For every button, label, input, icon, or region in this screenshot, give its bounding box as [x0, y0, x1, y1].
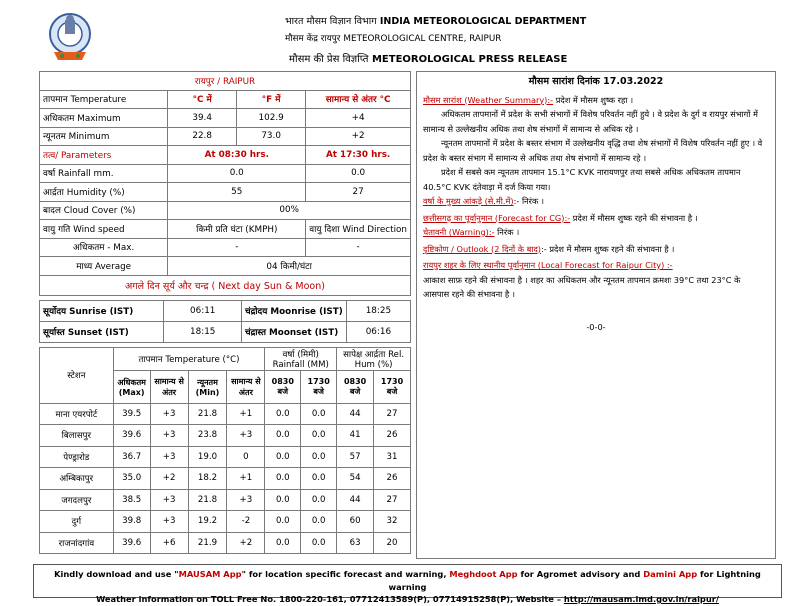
weather-summary-text: प्रदेश में मौसम शुष्क रहा ।	[553, 94, 634, 105]
warning	[423, 225, 769, 240]
station-value: 27	[374, 403, 411, 425]
station-name: जगदलपुर	[40, 489, 114, 511]
outlook-text: :- प्रदेश में मौसम शुष्क रहने की संभावना है ।	[541, 243, 675, 254]
city-forecast-text: आकाश साफ़ रहने की संभावना है । शहर का अधिकतम और न्यूनतम तापमान क्रमशः 39°C तथा 23°C के आसपास रहने की संभावना है ।	[423, 274, 741, 299]
rain-0830-header: 0830 बजे	[265, 370, 301, 403]
station-value: +6	[150, 532, 188, 554]
at-1730: At 17:30 hrs.	[306, 146, 411, 165]
weather-summary	[423, 93, 769, 108]
max-dep-header: सामान्य से अंतर	[150, 370, 188, 403]
sun-moon-table	[39, 300, 411, 343]
station-value: 0.0	[265, 446, 301, 468]
max-dep: +4	[306, 109, 411, 128]
station-value: +3	[150, 511, 188, 533]
wind-label: वायु गति Wind speed	[40, 220, 168, 239]
station-value: 44	[337, 489, 374, 511]
cloud-label: बादल Cloud Cover (%)	[40, 201, 168, 220]
website-link[interactable]: http://mausam.imd.gov.in/raipur/	[563, 594, 719, 604]
kmph-label: किमी प्रति घंटा (KMPH)	[168, 220, 306, 239]
station-value: 39.5	[113, 403, 150, 425]
station-value: 0.0	[301, 511, 337, 533]
min-c: 22.8	[168, 127, 237, 146]
station-value: 26	[374, 468, 411, 490]
forecast-cg	[423, 211, 769, 226]
sunrise-label: सूर्योदय Sunrise (IST)	[40, 300, 164, 321]
rainfall-header: वर्षा (मिमी) Rainfall (MM)	[265, 347, 337, 370]
station-value: 39.6	[113, 532, 150, 554]
moonset-value: 06:16	[346, 321, 410, 342]
station-name: पेण्ड्रारोड	[40, 446, 114, 468]
header-line-2: मौसम केंद्र रायपुर METEOROLOGICAL CENTRE, RAIPUR	[285, 34, 502, 44]
station-value: 21.8	[188, 489, 227, 511]
station-value: 63	[337, 532, 374, 554]
footer-text-a: Kindly download and use "	[54, 569, 179, 579]
humidity-1730: 27	[306, 183, 411, 202]
station-value: 19.2	[188, 511, 227, 533]
table-row	[40, 468, 411, 490]
station-name: माना एयरपोर्ट	[40, 403, 114, 425]
summary-extremes: प्रदेश में सबसे कम न्यूनतम तापमान 15.1°C KVK नारायणपुर तथा सबसे अधिक अधिकतम तापमान 40.5°C KVK दंतेवाड़ा में दर्ज किया गया।	[423, 167, 741, 192]
min-dep: +2	[306, 127, 411, 146]
rain-data	[423, 194, 769, 209]
summary-title: मौसम सारांश दिनांक 17.03.2022	[528, 76, 664, 87]
footer-text-g: for Lightning warning	[388, 569, 761, 592]
table-row	[40, 489, 411, 511]
station-value: 0.0	[265, 511, 301, 533]
header-line-3: मौसम की प्रेस विज्ञप्ति METEOROLOGICAL PRESS RELEASE	[289, 54, 568, 65]
imd-logo-icon	[46, 8, 94, 64]
station-value: 54	[337, 468, 374, 490]
station-value: +1	[227, 468, 265, 490]
header	[0, 0, 791, 68]
rain-1730-header: 1730 बजे	[301, 370, 337, 403]
station-value: 32	[374, 511, 411, 533]
wind-avg-label: माध्य Average	[40, 257, 168, 276]
station-value: +3	[150, 489, 188, 511]
sunset-label: सूर्यास्त Sunset (IST)	[40, 321, 164, 342]
deg-c-header: °C में	[168, 90, 237, 109]
station-value: 21.9	[188, 532, 227, 554]
station-value: 18.2	[188, 468, 227, 490]
humidity-label: आर्द्रता Humidity (%)	[40, 183, 168, 202]
table-row	[40, 532, 411, 554]
station-value: +1	[227, 403, 265, 425]
station-value: +3	[227, 425, 265, 447]
max-c: 39.4	[168, 109, 237, 128]
weather-summary-panel	[416, 71, 776, 559]
station-value: 0.0	[265, 489, 301, 511]
summary-max-temp: अधिकतम तापमानों में प्रदेश के सभी संभागों में विशेष परिवर्तन नहीं हुये । वे प्रदेश के दुर्ग व रायपुर संभागों में सामान्य से उल्लेखनीय अधिक तथा शेष संभागों में सामान्य से अधिक रहे ।	[423, 109, 758, 134]
left-panel	[39, 71, 411, 554]
moonrise-label: चंद्रोदय Moonrise (IST)	[241, 300, 346, 321]
table-row	[40, 446, 411, 468]
table-row	[40, 403, 411, 425]
station-name: राजनांदगांव	[40, 532, 114, 554]
station-header: स्टेशन	[40, 347, 114, 403]
station-value: 0.0	[301, 446, 337, 468]
station-name: अम्बिकापुर	[40, 468, 114, 490]
wind-max-value: -	[168, 238, 306, 257]
rain-data-label: वर्षा के मुख्य आंकड़े (से.मी.में)	[423, 196, 514, 206]
rain-0830: 0.0	[168, 164, 306, 183]
station-value: 0.0	[301, 489, 337, 511]
station-value: +2	[227, 532, 265, 554]
station-name: दुर्ग	[40, 511, 114, 533]
warning-text: निरंक ।	[494, 227, 520, 237]
station-value: 21.8	[188, 403, 227, 425]
sun-moon-title: अगले दिन सूर्य और चन्द्र ( Next day Sun & Moon)	[40, 275, 411, 295]
station-value: +3	[150, 446, 188, 468]
cloud-value: 00%	[168, 201, 411, 220]
station-value: 0	[227, 446, 265, 468]
max-label: अधिकतम Maximum	[40, 109, 168, 128]
outlook-label: दृष्टिकोण / Outlook (2 दिनों के बाद)	[423, 243, 541, 254]
station-value: 0.0	[301, 468, 337, 490]
station-value: 57	[337, 446, 374, 468]
table-row	[40, 425, 411, 447]
station-value: 38.5	[113, 489, 150, 511]
temp-header: तापमान Temperature (°C)	[113, 347, 265, 370]
deg-f-header: °F में	[237, 90, 306, 109]
station-value: 19.0	[188, 446, 227, 468]
sunrise-value: 06:11	[164, 300, 242, 321]
rain-1730: 0.0	[306, 164, 411, 183]
station-value: 35.0	[113, 468, 150, 490]
station-value: 0.0	[265, 532, 301, 554]
footer-text-e: for Agromet advisory and	[517, 569, 644, 579]
footer-contact: Weather information on TOLL Free No. 1800-220-161, 07712413589(P), 07714915258(P), Website –	[96, 594, 564, 604]
station-value: 0.0	[265, 403, 301, 425]
weather-summary-label: मौसम सारांश (Weather Summary):-	[423, 94, 554, 105]
header-line-1: भारत मौसम विज्ञान विभाग INDIA METEOROLOGICAL DEPARTMENT	[285, 16, 587, 27]
humidity-0830: 55	[168, 183, 306, 202]
summary-min-temp: न्यूनतम तापमानों में प्रदेश के बस्तर संभाग में उल्लेखनीय वृद्धि तथा शेष संभागों में विशेष परिवर्तन नहीं हुए । वे प्रदेश के बस्तर संभाग में सामान्य से अधिक तथा शेष संभागों में सामान्य रहे ।	[423, 138, 763, 163]
station-value: +3	[227, 489, 265, 511]
station-value: 39.6	[113, 425, 150, 447]
rain-data-text: :- निरंक ।	[513, 196, 544, 206]
station-value: +3	[150, 425, 188, 447]
end-marker: -0-0-	[586, 321, 606, 332]
sunset-value: 18:15	[164, 321, 242, 342]
humidity-header: सापेक्ष आर्द्रता Rel. Hum (%)	[337, 347, 411, 370]
station-value: 0.0	[301, 425, 337, 447]
min-f: 73.0	[237, 127, 306, 146]
raipur-table	[39, 71, 411, 296]
max-header: अधिकतम (Max)	[113, 370, 150, 403]
city-title: रायपुर / RAIPUR	[40, 72, 411, 91]
station-value: 60	[337, 511, 374, 533]
station-value: 0.0	[301, 403, 337, 425]
params-label: तत्व/ Parameters	[40, 146, 168, 165]
station-value: 0.0	[301, 532, 337, 554]
station-value: +2	[150, 468, 188, 490]
forecast-cg-label: छत्तीसगढ़ का पूर्वानुमान (Forecast for CG):-	[423, 212, 571, 223]
station-value: 36.7	[113, 446, 150, 468]
wind-direction-label: वायु दिशा Wind Direction	[306, 220, 411, 239]
outlook	[423, 242, 769, 257]
station-value: 0.0	[265, 425, 301, 447]
max-f: 102.9	[237, 109, 306, 128]
wind-avg-value: 04 किमी/घंटा	[168, 257, 411, 276]
departure-header: सामान्य से अंतर °C	[306, 90, 411, 109]
warning-label: चेतावनी (Warning):-	[423, 227, 495, 237]
moonset-label: चंद्रास्त Moonset (IST)	[241, 321, 346, 342]
station-value: 20	[374, 532, 411, 554]
footer	[33, 564, 782, 604]
footer-text-c: " for location specific forecast and warning,	[241, 569, 450, 579]
station-value: 27	[374, 489, 411, 511]
wind-direction-value: -	[306, 238, 411, 257]
station-value: 39.8	[113, 511, 150, 533]
footer-line-1	[34, 568, 781, 593]
moonrise-value: 18:25	[346, 300, 410, 321]
mausam-app-link[interactable]: MAUSAM App	[178, 569, 242, 579]
hum-1730-header: 1730 बजे	[374, 370, 411, 403]
temp-label: तापमान Temperature	[40, 90, 168, 109]
meghdoot-app-link[interactable]: Meghdoot App	[449, 569, 518, 579]
station-value: 26	[374, 425, 411, 447]
station-value: 31	[374, 446, 411, 468]
at-0830: At 08:30 hrs.	[168, 146, 306, 165]
stations-table	[39, 347, 411, 555]
station-value: 0.0	[265, 468, 301, 490]
damini-app-link[interactable]: Damini App	[643, 569, 698, 579]
rain-label: वर्षा Rainfall mm.	[40, 164, 168, 183]
station-value: 23.8	[188, 425, 227, 447]
wind-max-label: अधिकतम - Max.	[40, 238, 168, 257]
station-value: 44	[337, 403, 374, 425]
station-name: बिलासपुर	[40, 425, 114, 447]
hum-0830-header: 0830 बजे	[337, 370, 374, 403]
forecast-cg-text: प्रदेश में मौसम शुष्क रहने की संभावना है ।	[570, 212, 698, 223]
station-value: +3	[150, 403, 188, 425]
city-forecast-label: रायपुर शहर के लिए स्थानीय पूर्वानुमान (Local Forecast for Raipur City) :-	[423, 260, 673, 270]
min-header: न्यूनतम (Min)	[188, 370, 227, 403]
footer-line-2	[34, 593, 781, 606]
station-value: -2	[227, 511, 265, 533]
table-row	[40, 511, 411, 533]
min-dep-header: सामान्य से अंतर	[227, 370, 265, 403]
min-label: न्यूनतम Minimum	[40, 127, 168, 146]
station-value: 41	[337, 425, 374, 447]
